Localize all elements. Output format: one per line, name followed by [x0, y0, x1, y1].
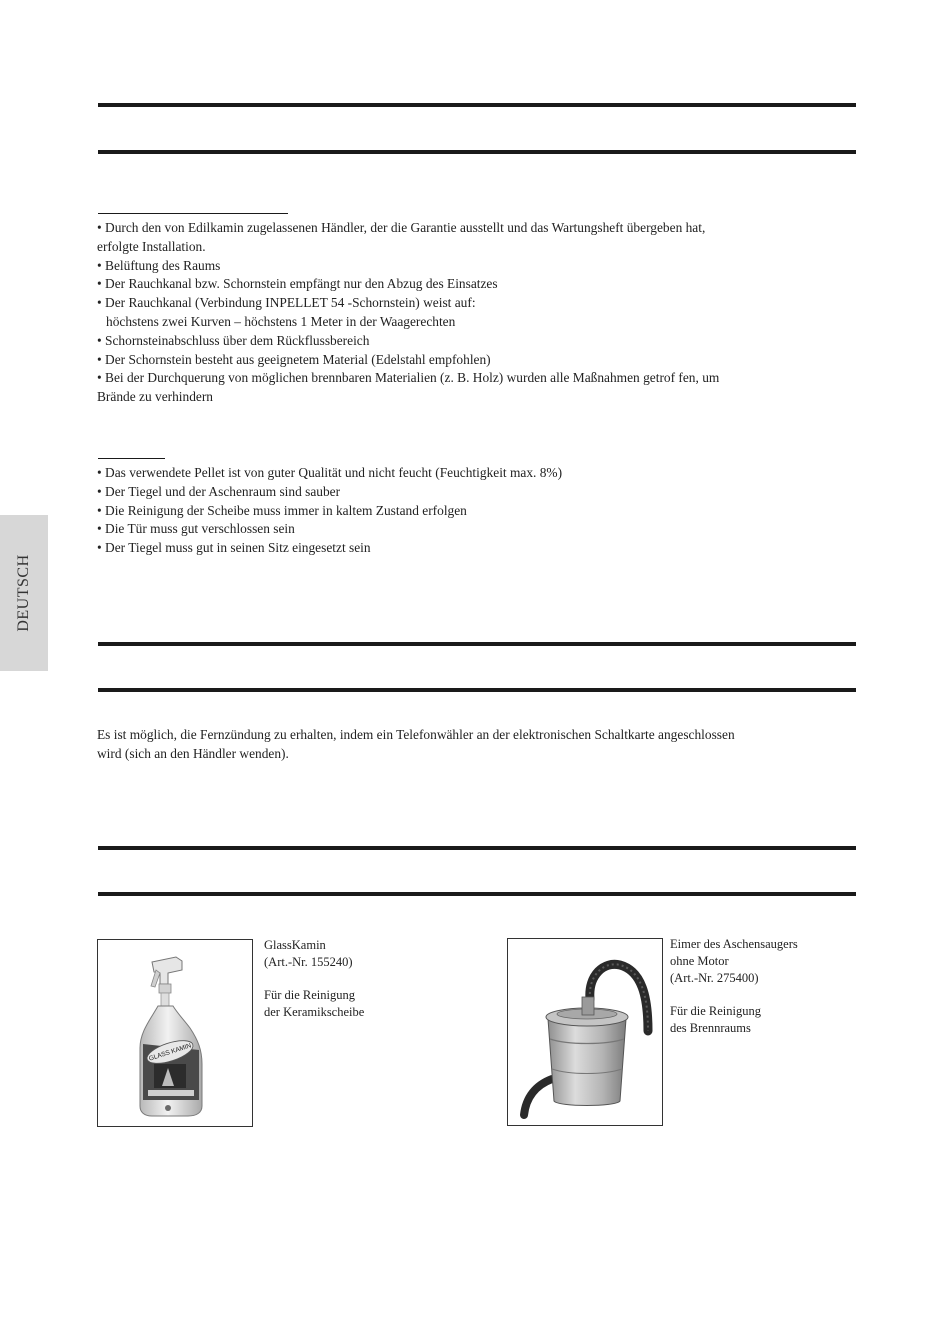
- ash-bucket-caption: [670, 936, 798, 1037]
- caption-line: GlassKamin: [264, 938, 326, 952]
- section-rule-bottom: [98, 892, 856, 896]
- caption-line: der Keramikscheibe: [264, 1005, 365, 1020]
- usage-checklist: [97, 464, 837, 558]
- section-rule-top: [98, 103, 856, 107]
- caption-line: (Art.-Nr. 155240): [264, 954, 353, 969]
- section-rule-top: [98, 642, 856, 646]
- spray-bottle-image: [98, 940, 252, 1126]
- caption-line: des Brennraums: [670, 1020, 751, 1035]
- subheading-underline: [98, 458, 165, 459]
- installation-item: erfolgte Installation.: [97, 238, 206, 254]
- ash-bucket-image: [508, 939, 662, 1125]
- glass-cleaner-caption: [264, 937, 364, 1021]
- installation-item: • Bei der Durchquerung von möglichen brennbaren Materialien (z. B. Holz) wurden alle Maßnahmen getrof fen, um: [97, 370, 720, 386]
- installation-item: Brände zu verhindern: [97, 389, 214, 405]
- section-rule-bottom: [98, 150, 856, 154]
- caption-line: Für die Reinigung: [264, 988, 355, 1003]
- usage-item: • Der Tiegel und der Aschenraum sind sauber: [97, 483, 341, 499]
- installation-item: • Belüftung des Raums: [97, 257, 221, 273]
- subheading-underline: [98, 213, 288, 214]
- installation-item: • Der Rauchkanal (Verbindung INPELLET 54 -Schornstein) weist auf:: [97, 295, 476, 311]
- paragraph-line: Es ist möglich, die Fernzündung zu erhalten, indem ein Telefonwähler an der elektronischen Schaltkarte angeschlossen: [97, 727, 735, 742]
- installation-item: • Schornsteinabschluss über dem Rückflussbereich: [97, 332, 370, 348]
- caption-line: (Art.-Nr. 275400): [670, 970, 759, 985]
- glass-cleaner-image-frame: [97, 939, 253, 1127]
- ash-bucket-image-frame: [507, 938, 663, 1126]
- paragraph-line: wird (sich an den Händler wenden).: [97, 745, 289, 761]
- language-tab-label: DEUTSCH: [15, 554, 32, 632]
- caption-line: [264, 971, 364, 988]
- usage-item: • Das verwendete Pellet ist von guter Qualität und nicht feucht (Feuchtigkeit max. 8%): [97, 465, 563, 480]
- usage-item: • Der Tiegel muss gut in seinen Sitz eingesetzt sein: [97, 540, 371, 556]
- caption-line: [670, 986, 798, 1003]
- caption-line: Für die Reinigung: [670, 1004, 761, 1019]
- usage-item: • Die Tür muss gut verschlossen sein: [97, 521, 295, 537]
- caption-line: ohne Motor: [670, 953, 729, 968]
- installation-checklist: [97, 219, 837, 407]
- section-rule-bottom: [98, 688, 856, 692]
- section-rule-top: [98, 846, 856, 850]
- remote-ignition-paragraph: [97, 726, 857, 764]
- installation-item: • Durch den von Edilkamin zugelassenen Händler, der die Garantie ausstellt und das Wartungsheft übergeben hat,: [97, 220, 706, 235]
- installation-item: höchstens zwei Kurven – höchstens 1 Meter in der Waagerechten: [106, 313, 456, 329]
- label-brand-text: GLASS KAMIN: [148, 1042, 193, 1063]
- installation-item: • Der Schornstein besteht aus geeignetem Material (Edelstahl empfohlen): [97, 351, 491, 367]
- installation-item: • Der Rauchkanal bzw. Schornstein empfängt nur den Abzug des Einsatzes: [97, 276, 498, 292]
- usage-item: • Die Reinigung der Scheibe muss immer in kaltem Zustand erfolgen: [97, 502, 467, 518]
- language-tab: [0, 515, 48, 671]
- caption-line: Eimer des Aschensaugers: [670, 937, 798, 951]
